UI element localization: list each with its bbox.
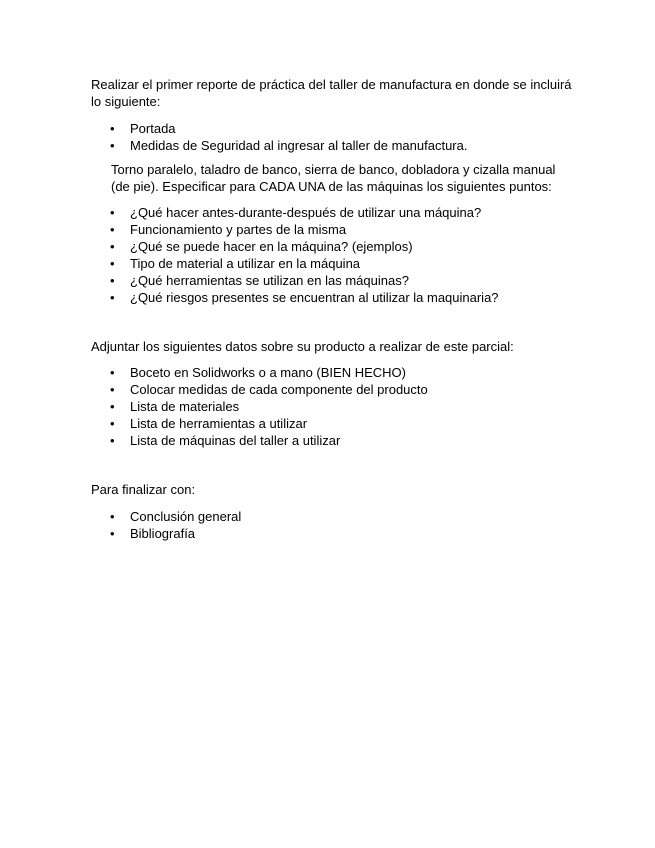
- list-item: • Funcionamiento y partes de la misma: [91, 221, 575, 238]
- product-data-paragraph: Adjuntar los siguientes datos sobre su producto a realizar de este parcial:: [91, 339, 514, 354]
- closing-paragraph: Para finalizar con:: [91, 482, 196, 497]
- list-item: • Conclusión general: [91, 508, 575, 525]
- closing-list: [91, 508, 575, 542]
- list-item: • Boceto en Solidworks o a mano (BIEN HECHO): [91, 364, 575, 381]
- list-item: • Lista de materiales: [91, 398, 575, 415]
- list-item: • Lista de herramientas a utilizar: [91, 415, 575, 432]
- list-item: • Lista de máquinas del taller a utilizar: [91, 432, 575, 449]
- list-item: • ¿Qué riesgos presentes se encuentran al utilizar la maquinaria?: [91, 289, 575, 306]
- product-data-list: [91, 364, 575, 449]
- report-items-list: [91, 120, 575, 154]
- list-item: • ¿Qué hacer antes-durante-después de utilizar una máquina?: [91, 204, 575, 221]
- list-item: • Tipo de material a utilizar en la máquina: [91, 255, 575, 272]
- machine-points-list: [91, 204, 575, 306]
- list-item: • Colocar medidas de cada componente del producto: [91, 381, 575, 398]
- list-item: • ¿Qué herramientas se utilizan en las máquinas?: [91, 272, 575, 289]
- list-item: • Bibliografía: [91, 525, 575, 542]
- machines-paragraph: Torno paralelo, taladro de banco, sierra de banco, dobladora y cizalla manual (de pie). Especificar para CADA UNA de las máquinas los siguientes puntos:: [111, 162, 556, 194]
- list-item: • Medidas de Seguridad al ingresar al taller de manufactura.: [91, 137, 575, 154]
- list-item: • Portada: [91, 120, 575, 137]
- intro-paragraph: Realizar el primer reporte de práctica del taller de manufactura en donde se incluirá lo siguiente:: [91, 77, 572, 109]
- list-item: • ¿Qué se puede hacer en la máquina? (ejemplos): [91, 238, 575, 255]
